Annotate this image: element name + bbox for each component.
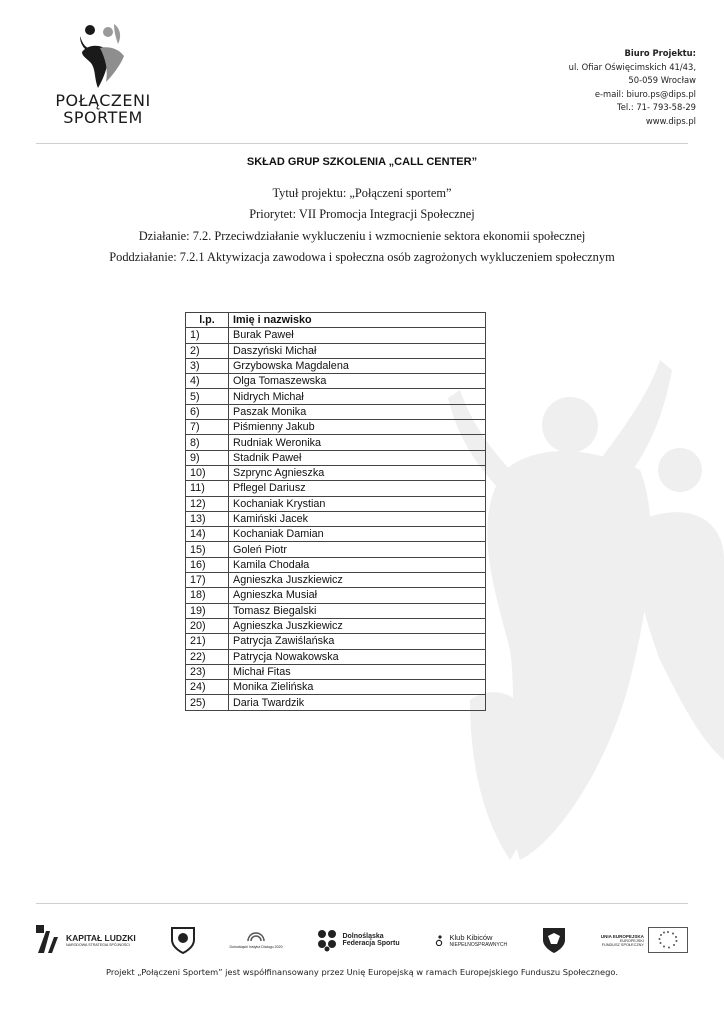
table-row [186, 573, 486, 588]
row-number: 21) [186, 634, 229, 649]
crest-icon [170, 926, 196, 954]
project-meta [0, 183, 724, 268]
participant-name: Paszak Monika [229, 404, 486, 419]
contact-address-city: 50-059 Wrocław [628, 75, 696, 85]
brand-logo [38, 22, 168, 132]
participant-name: Michał Fitas [229, 664, 486, 679]
table-header-row [186, 313, 486, 328]
participant-name: Goleń Piotr [229, 542, 486, 557]
participant-name: Daria Twardzik [229, 695, 486, 710]
row-number: 10) [186, 465, 229, 480]
contact-block [569, 47, 696, 128]
row-number: 2) [186, 343, 229, 358]
row-number: 1) [186, 328, 229, 343]
column-header-name: Imię i nazwisko [229, 313, 486, 328]
kapital-ludzki-icon [36, 925, 62, 955]
table-row [186, 450, 486, 465]
eu-line3: FUNDUSZ SPOŁECZNY [601, 942, 644, 947]
dfs-line1: Dolnośląska [342, 933, 384, 940]
project-priority: Priorytet: VII Promocja Integracji Społecznej [249, 207, 475, 222]
participant-name: Burak Paweł [229, 328, 486, 343]
project-action: Działanie: 7.2. Przeciwdziałanie wykluczeniu i wzmocnienie sektora ekonomii społecznej [138, 228, 586, 243]
participant-name: Kochaniak Damian [229, 527, 486, 542]
klub-kibicow-logo [434, 933, 508, 948]
row-number: 15) [186, 542, 229, 557]
table-row [186, 680, 486, 695]
klub-line2: NIEPEŁNOSPRAWNYCH [449, 941, 508, 948]
participant-name: Stadnik Paweł [229, 450, 486, 465]
table-row [186, 374, 486, 389]
wheelchair-icon [434, 934, 446, 946]
participant-name: Kochaniak Krystian [229, 496, 486, 511]
column-header-number: l.p. [186, 313, 229, 328]
funding-note: Projekt „Połączeni Sportem” jest współfinansowany przez Unię Europejską w ramach Europejskiego Funduszu Społecznego. [106, 967, 618, 977]
row-number: 20) [186, 618, 229, 633]
header-divider [36, 143, 688, 144]
participant-name: Pflegel Dariusz [229, 481, 486, 496]
participant-name: Piśmienny Jakub [229, 420, 486, 435]
brand-name-line2: SPORTEM [63, 108, 143, 127]
eu-line2: EUROPEJSKI [619, 938, 644, 943]
row-number: 13) [186, 511, 229, 526]
footer-divider [36, 903, 688, 904]
row-number: 24) [186, 680, 229, 695]
row-number: 17) [186, 573, 229, 588]
crest-logo [170, 926, 196, 954]
participant-name: Nidrych Michał [229, 389, 486, 404]
dfs-line2: Federacja Sportu [342, 940, 400, 947]
row-number: 18) [186, 588, 229, 603]
table-row [186, 588, 486, 603]
participant-name: Agnieszka Juszkiewicz [229, 618, 486, 633]
project-title: Tytuł projektu: „Połączeni sportem” [272, 186, 452, 200]
institute-label: Dolnośląski Instytut Dialogu 2020 [229, 945, 283, 949]
table-row [186, 664, 486, 679]
table-row [186, 496, 486, 511]
row-number: 25) [186, 695, 229, 710]
row-number: 14) [186, 527, 229, 542]
table-row [186, 465, 486, 480]
table-row [186, 404, 486, 419]
row-number: 3) [186, 358, 229, 373]
table-row [186, 695, 486, 710]
project-subaction: Poddziałanie: 7.2.1 Aktywizacja zawodowa i społeczna osób zagrożonych wykluczeniem społecznym [109, 249, 615, 264]
table-row [186, 343, 486, 358]
table-row [186, 557, 486, 572]
document-heading: SKŁAD GRUP SZKOLENIA „CALL CENTER” [246, 156, 478, 168]
dfs-logo [316, 928, 399, 952]
eu-line1: UNIA EUROPEJSKA [600, 933, 644, 939]
contact-address-street: ul. Ofiar Oświęcimskich 41/43, [568, 61, 696, 72]
table-row [186, 542, 486, 557]
kapital-ludzki-subtitle: NARODOWA STRATEGIA SPÓJNOŚCI [66, 943, 130, 947]
table-row [186, 634, 486, 649]
participant-name: Agnieszka Musiał [229, 588, 486, 603]
row-number: 11) [186, 481, 229, 496]
participant-name: Agnieszka Juszkiewicz [229, 573, 486, 588]
participant-name: Szprync Agnieszka [229, 465, 486, 480]
kapital-ludzki-title: KAPITAŁ LUDZKI [66, 933, 136, 943]
table-row [186, 649, 486, 664]
participant-name: Olga Tomaszewska [229, 374, 486, 389]
participant-name: Daszyński Michał [229, 343, 486, 358]
participant-name: Kamila Chodała [229, 557, 486, 572]
brand-name-line1: POŁĄCZENI [55, 91, 151, 110]
contact-phone: Tel.: 71- 793-58-29 [617, 102, 696, 112]
participant-name: Monika Zielińska [229, 680, 486, 695]
participant-name: Grzybowska Magdalena [229, 358, 486, 373]
participant-name: Patrycja Nowakowska [229, 649, 486, 664]
eu-logo [601, 927, 688, 953]
row-number: 19) [186, 603, 229, 618]
table-row [186, 511, 486, 526]
table-row [186, 389, 486, 404]
table-row [186, 603, 486, 618]
kapital-ludzki-logo [36, 925, 136, 955]
table-row [186, 420, 486, 435]
athletes-icon [78, 22, 128, 90]
klub-line1: Klub Kibiców [449, 932, 493, 942]
table-body [186, 328, 486, 710]
table-row [186, 481, 486, 496]
table-row [186, 618, 486, 633]
table-row [186, 358, 486, 373]
row-number: 16) [186, 557, 229, 572]
table-row [186, 527, 486, 542]
participants-table [185, 312, 486, 711]
contact-email[interactable]: e-mail: biuro.ps@dips.pl [594, 88, 696, 99]
dfs-icon [316, 928, 338, 952]
contact-website[interactable]: www.dips.pl [645, 115, 696, 126]
participant-name: Kamiński Jacek [229, 511, 486, 526]
participant-name: Tomasz Biegalski [229, 603, 486, 618]
row-number: 22) [186, 649, 229, 664]
institute-icon [246, 931, 266, 943]
participant-name: Rudniak Weronika [229, 435, 486, 450]
row-number: 7) [186, 420, 229, 435]
table-row [186, 435, 486, 450]
row-number: 4) [186, 374, 229, 389]
sponsor-logos [36, 918, 688, 962]
row-number: 23) [186, 664, 229, 679]
participant-name: Patrycja Zawiślańska [229, 634, 486, 649]
institute-logo [229, 931, 282, 949]
row-number: 5) [186, 389, 229, 404]
row-number: 12) [186, 496, 229, 511]
row-number: 8) [186, 435, 229, 450]
eu-flag-icon [648, 927, 688, 953]
eagle-crest-logo [541, 926, 567, 954]
row-number: 6) [186, 404, 229, 419]
table-row [186, 328, 486, 343]
row-number: 9) [186, 450, 229, 465]
eagle-crest-icon [541, 926, 567, 954]
contact-title: Biuro Projektu: [624, 48, 696, 58]
